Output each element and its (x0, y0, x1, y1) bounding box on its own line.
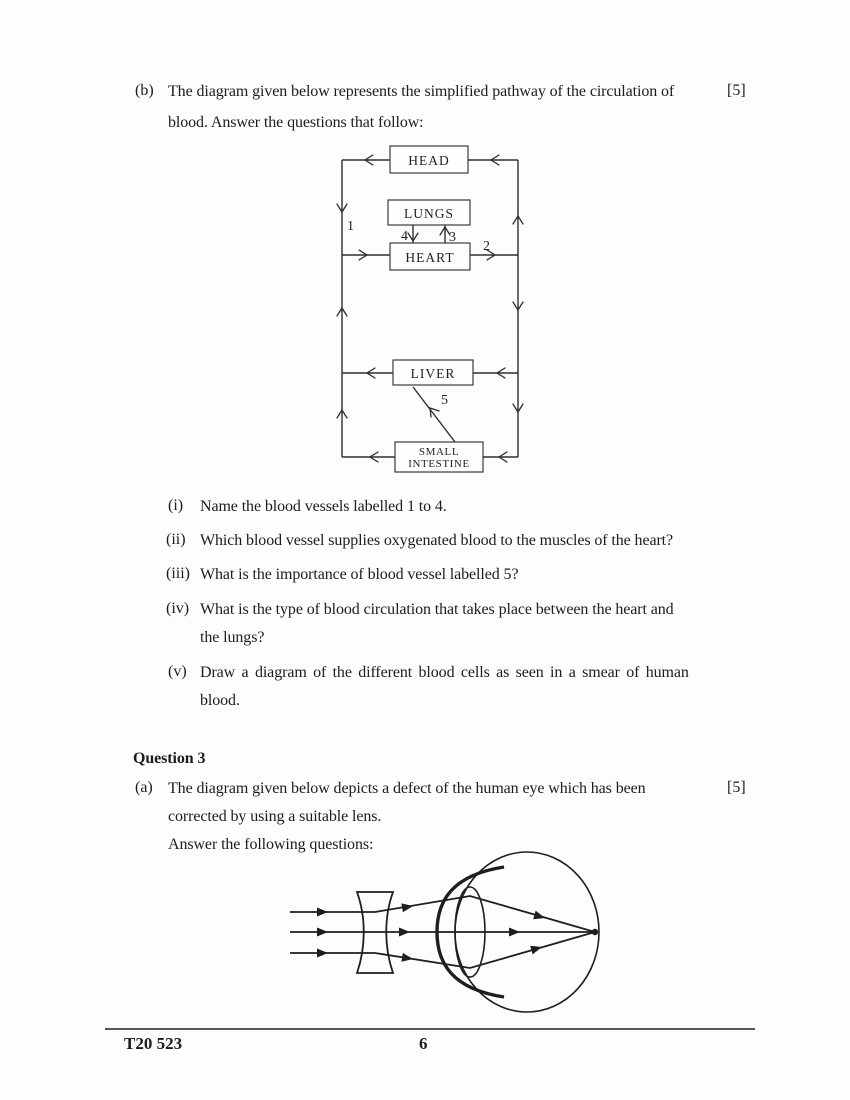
liver-box-label: LIVER (410, 366, 456, 381)
small-intestine-label-2: INTESTINE (408, 458, 470, 470)
paper-code: T20 523 (124, 1034, 183, 1053)
question-b-line-2: blood. Answer the questions that follow: (168, 114, 424, 131)
subq-v-text-1: Draw a diagram of the different blood cells as seen in a smear of human (200, 664, 689, 681)
question-3a-line-1: The diagram given below depicts a defect of the human eye which has been (168, 780, 646, 797)
lungs-box-label: LUNGS (403, 206, 455, 221)
vessel-label-3: 3 (449, 230, 456, 245)
subq-v-text-2: blood. (200, 692, 240, 709)
question-b-line-1: The diagram given below represents the simplified pathway of the circulation of (168, 83, 675, 100)
question-3a-label: (a) (135, 779, 153, 796)
subq-iv-num: (iv) (166, 600, 190, 617)
light-ray-top (290, 896, 595, 932)
hepatic-portal-line (413, 387, 455, 442)
vessel-label-4: 4 (401, 229, 408, 244)
subq-i-num: (i) (168, 497, 184, 514)
question-3a-line-3: Answer the following questions: (168, 836, 374, 853)
question-b-marks: [5] (727, 82, 746, 99)
vessel-label-1: 1 (347, 219, 354, 234)
ray-arrow-icon (317, 928, 328, 937)
circulation-diagram (325, 140, 535, 485)
ray-arrow-icon (317, 908, 328, 917)
subq-i-text: Name the blood vessels labelled 1 to 4. (200, 498, 447, 515)
ray-arrow-icon (399, 928, 410, 937)
question-b-label: (b) (135, 82, 154, 99)
question-3-heading: Question 3 (133, 750, 206, 767)
subq-ii-num: (ii) (166, 531, 186, 548)
footer-rule (105, 1028, 755, 1030)
page-number: 6 (419, 1034, 428, 1053)
ray-arrow-icon (317, 949, 328, 958)
subq-ii-text: Which blood vessel supplies oxygenated blood to the muscles of the heart? (200, 532, 674, 549)
focal-point (592, 929, 598, 935)
ray-arrow-icon (530, 943, 543, 955)
question-3a-marks: [5] (727, 779, 746, 796)
subq-iv-text-2: the lungs? (200, 629, 265, 646)
subq-iii-text: What is the importance of blood vessel labelled 5? (200, 566, 519, 583)
heart-box-label: HEART (405, 250, 455, 265)
ray-arrow-icon (509, 928, 520, 937)
small-intestine-label-1: SMALL (418, 446, 460, 458)
subq-v-num: (v) (168, 663, 187, 680)
vessel-label-5: 5 (441, 393, 448, 408)
subq-iv-text-1: What is the type of blood circulation that takes place between the heart and (200, 601, 674, 618)
head-box-label: HEAD (408, 153, 450, 168)
ray-arrow-icon (401, 902, 413, 913)
question-3a-line-2: corrected by using a suitable lens. (168, 808, 382, 825)
subq-iii-num: (iii) (166, 565, 190, 582)
vessel-label-2: 2 (483, 239, 490, 254)
eye-defect-diagram (280, 845, 650, 1025)
